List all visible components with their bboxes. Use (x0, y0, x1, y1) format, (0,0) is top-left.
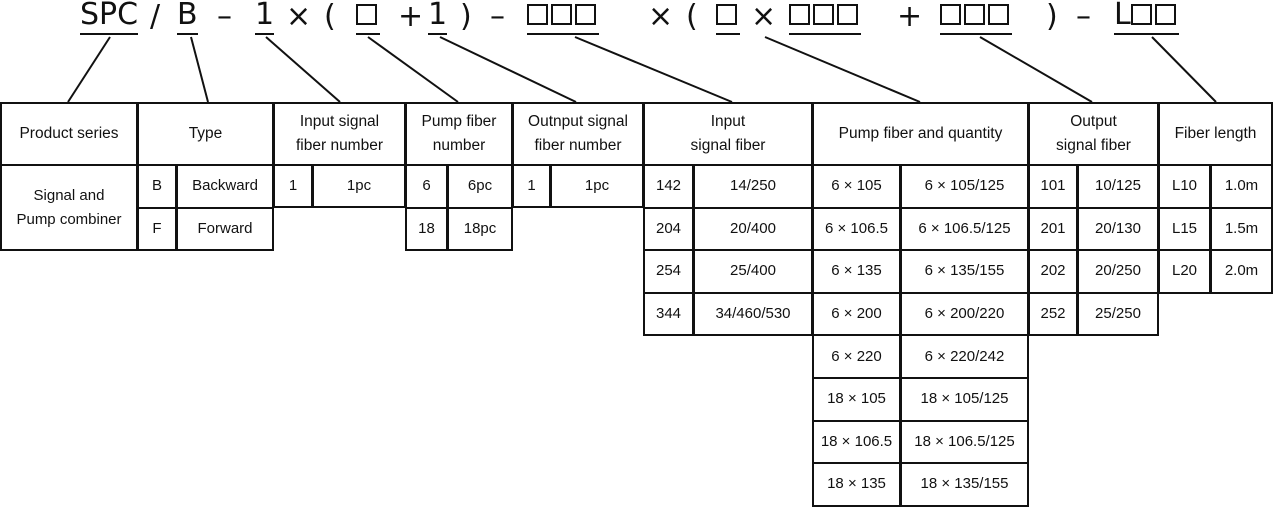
product-series-value (0, 164, 138, 251)
connector-type (191, 37, 208, 102)
code-dash-3: – (1076, 0, 1091, 34)
output-fiber-option-code: 201 (1028, 207, 1078, 252)
pump-fiber-option-label: 6 × 135/155 (900, 249, 1029, 294)
code-paren-close-2: ) (1046, 0, 1058, 34)
pump-fiber-option-code: 6 × 200 (812, 292, 901, 337)
pump-fiber-option-code: 18 × 135 (812, 462, 901, 507)
pump-fiber-option-code: 6 × 135 (812, 249, 901, 294)
input-fiber-option-label: 25/400 (693, 249, 813, 294)
code-input-number: 1 (255, 0, 274, 35)
code-plus-2: + (897, 0, 923, 34)
input-number-option-label: 1pc (312, 164, 406, 208)
pump-fiber-option-label: 6 × 220/242 (900, 334, 1029, 379)
code-paren-open-1: ( (324, 0, 336, 34)
header-input-signal-fiber-number (273, 102, 406, 166)
header-input-signal-fiber-line-1: Input (710, 113, 746, 130)
type-option-label: Backward (176, 164, 274, 209)
header-output-signal-fiber-number-line-2: fiber number (534, 137, 622, 154)
connector-pump-number (368, 37, 458, 102)
header-input-signal-fiber (643, 102, 813, 166)
code-times-1: × (286, 0, 312, 34)
header-output-signal-fiber-number-line-1: Outnput signal (528, 113, 628, 130)
input-fiber-option-code: 204 (643, 207, 694, 252)
connector-pump-fiber (765, 37, 920, 102)
input-number-option-code: 1 (273, 164, 313, 208)
header-pump-fiber-and-quantity: Pump fiber and quantity (812, 102, 1029, 166)
output-fiber-option-code: 202 (1028, 249, 1078, 294)
code-paren-close-1: ) (460, 0, 472, 34)
output-fiber-option-code: 252 (1028, 292, 1078, 337)
connector-fiber-length (1152, 37, 1216, 102)
output-fiber-option-code: 101 (1028, 164, 1078, 209)
connector-output-number (440, 37, 576, 102)
header-pump-fiber-number-line-2: number (432, 137, 486, 154)
type-option-code: B (137, 164, 177, 209)
header-output-signal-fiber-line-1: Output (1070, 113, 1117, 130)
code-type: B (177, 0, 198, 35)
pump-fiber-option-code: 6 × 105 (812, 164, 901, 209)
input-fiber-option-code: 254 (643, 249, 694, 294)
fiber-length-option-code: L20 (1158, 249, 1211, 294)
header-fiber-length: Fiber length (1158, 102, 1273, 166)
code-dash-1: – (217, 0, 232, 34)
code-dash-2: – (490, 0, 505, 34)
type-option-label: Forward (176, 207, 274, 252)
header-input-signal-fiber-number-line-1: Input signal (299, 113, 380, 130)
header-pump-fiber-number-line-1: Pump fiber (421, 113, 497, 130)
pump-fiber-option-label: 18 × 135/155 (900, 462, 1029, 507)
header-output-signal-fiber-line-2: signal fiber (1056, 137, 1131, 154)
header-pump-fiber-number (405, 102, 513, 166)
connector-input-number (266, 37, 340, 102)
pump-number-option-label: 18pc (447, 207, 513, 252)
header-input-signal-fiber-line-2: signal fiber (690, 137, 766, 154)
output-fiber-option-label: 20/130 (1077, 207, 1159, 252)
pump-number-option-label: 6pc (447, 164, 513, 209)
pump-fiber-option-label: 18 × 106.5/125 (900, 420, 1029, 465)
code-times-2: × (648, 0, 674, 34)
pump-fiber-option-code: 18 × 106.5 (812, 420, 901, 465)
code-length-prefix: L (1114, 0, 1131, 32)
fiber-length-option-code: L10 (1158, 164, 1211, 209)
pump-fiber-option-label: 6 × 105/125 (900, 164, 1029, 209)
fiber-length-option-code: L15 (1158, 207, 1211, 252)
input-fiber-option-label: 34/460/530 (693, 292, 813, 337)
output-fiber-option-label: 20/250 (1077, 249, 1159, 294)
header-output-signal-fiber-number (512, 102, 644, 166)
code-pump-plus-one: 1 (428, 0, 447, 35)
input-fiber-option-label: 14/250 (693, 164, 813, 209)
header-output-signal-fiber (1028, 102, 1159, 166)
output-fiber-option-label: 10/125 (1077, 164, 1159, 209)
pump-number-option-code: 6 (405, 164, 448, 209)
product-series-value-line-2: Pump combiner (16, 210, 122, 228)
connector-product-series (68, 37, 110, 102)
code-paren-open-2: ( (686, 0, 698, 34)
product-series-value-line-1: Signal and (33, 186, 105, 204)
code-plus-1: + (398, 0, 424, 34)
pump-fiber-option-code: 6 × 106.5 (812, 207, 901, 252)
pump-fiber-option-code: 18 × 105 (812, 377, 901, 422)
code-times-3: × (751, 0, 777, 34)
pump-fiber-option-label: 6 × 106.5/125 (900, 207, 1029, 252)
pump-fiber-option-code: 6 × 220 (812, 334, 901, 379)
output-number-option-code: 1 (512, 164, 551, 208)
connector-input-fiber (575, 37, 732, 102)
pump-fiber-option-label: 6 × 200/220 (900, 292, 1029, 337)
pump-fiber-option-label: 18 × 105/125 (900, 377, 1029, 422)
fiber-length-option-label: 2.0m (1210, 249, 1273, 294)
fiber-length-option-label: 1.0m (1210, 164, 1273, 209)
header-input-signal-fiber-number-line-2: fiber number (295, 137, 383, 154)
output-number-option-label: 1pc (550, 164, 644, 208)
connector-output-fiber (980, 37, 1092, 102)
header-product-series: Product series (0, 102, 138, 166)
type-option-code: F (137, 207, 177, 252)
code-series: SPC (80, 0, 138, 35)
pump-number-option-code: 18 (405, 207, 448, 252)
input-fiber-option-code: 344 (643, 292, 694, 337)
code-separator-slash: / (150, 0, 161, 34)
fiber-length-option-label: 1.5m (1210, 207, 1273, 252)
input-fiber-option-code: 142 (643, 164, 694, 209)
input-fiber-option-label: 20/400 (693, 207, 813, 252)
output-fiber-option-label: 25/250 (1077, 292, 1159, 337)
header-type: Type (137, 102, 274, 166)
